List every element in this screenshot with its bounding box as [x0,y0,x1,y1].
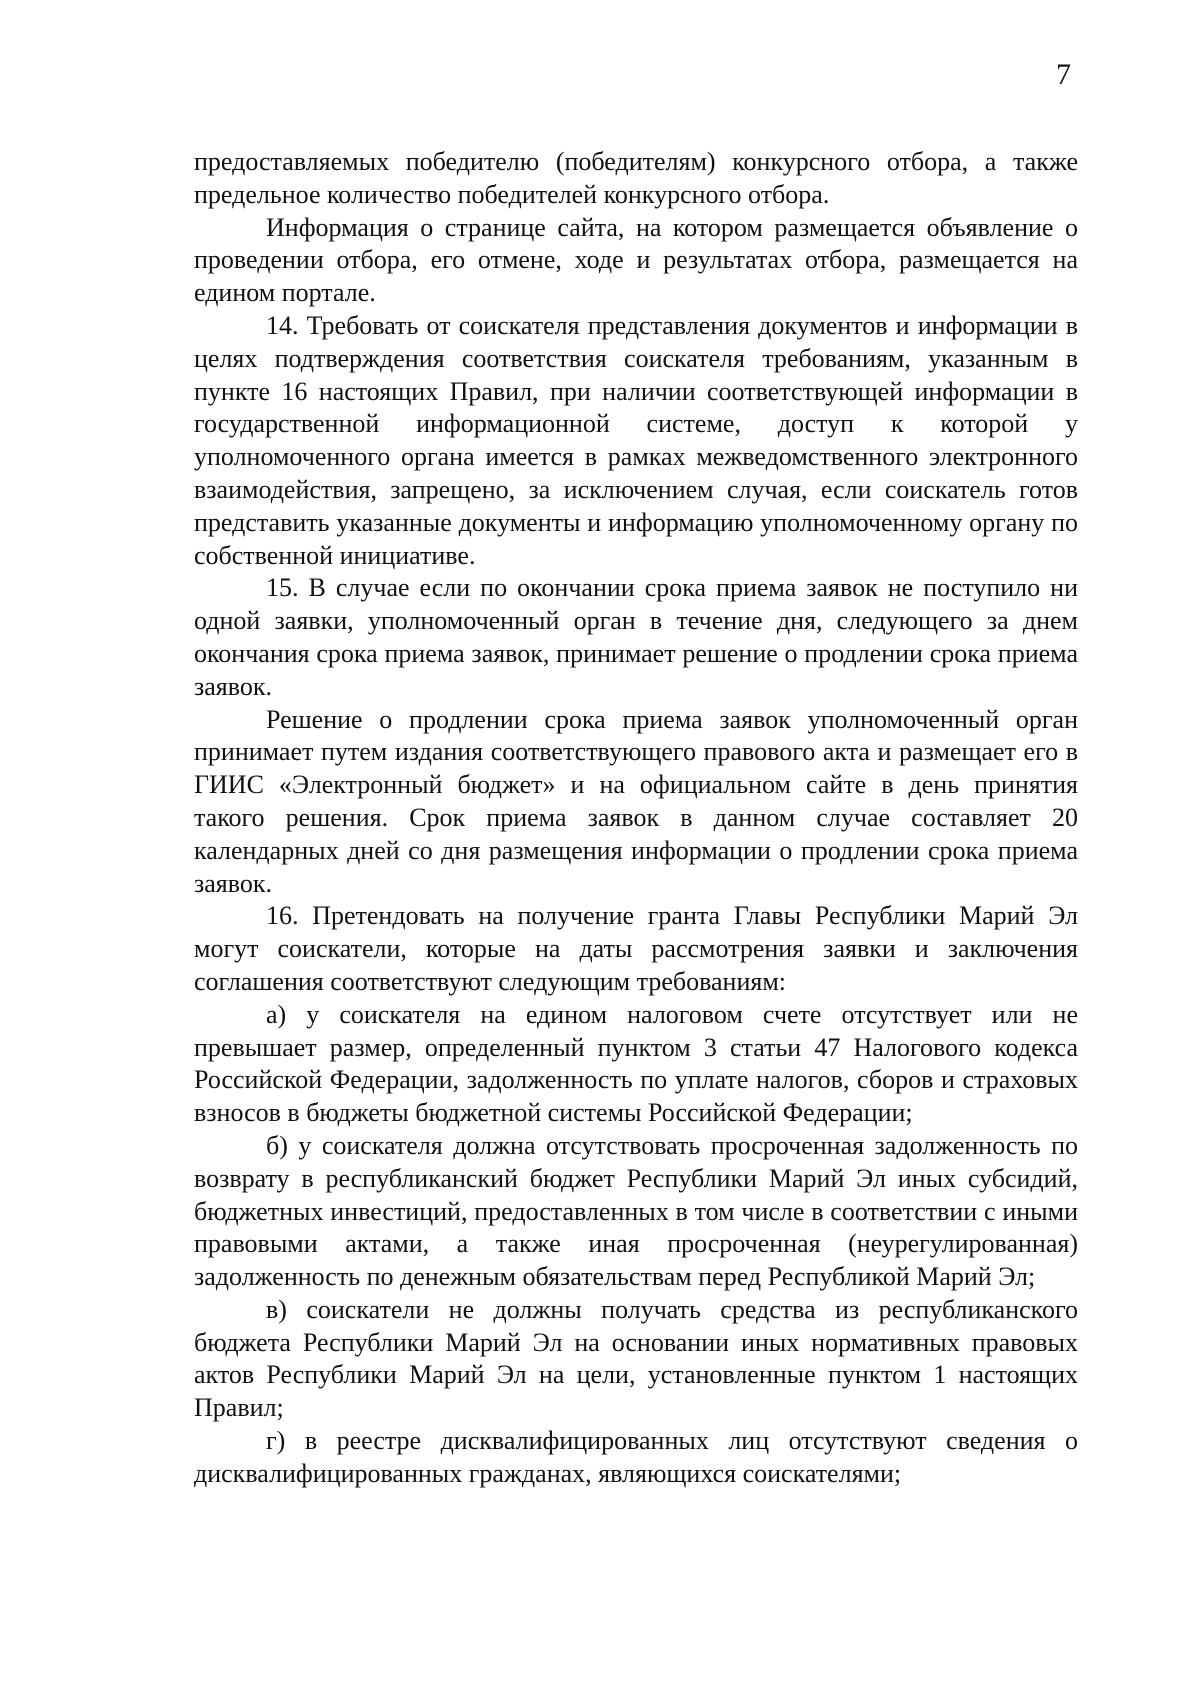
paragraph-subitem-a: а) у соискателя на едином налоговом счете отсутствует или не превышает размер, определенный пунктом 3 статьи 47 Налогового кодекса Российской Федерации, задолженность по уплате налогов, сборов и страховых взносов в бюджеты бюджетной системы Российской Федерации; [194,999,1078,1128]
paragraph-subitem-v: в) соискатели не должны получать средства из республиканского бюджета Республики Марий Эл на основании иных нормативных правовых актов Республики Марий Эл на цели, установленные пунктом 1 настоящих Правил; [194,1294,1078,1423]
paragraph-continuation: предоставляемых победителю (победителям) конкурсного отбора, а также предельное количество победителей конкурсного отбора. [194,147,1078,209]
paragraph-subitem-b: б) у соискателя должна отсутствовать просроченная задолженность по возврату в республиканский бюджет Республики Марий Эл иных субсидий, бюджетных инвестиций, предоставленных в том числе в соответствии с иными правовыми актами, а также иная просроченная (неурегулированная) задолженность по денежным обязательствам перед Республикой Марий Эл; [194,1130,1078,1292]
paragraph-portal-info: Информация о странице сайта, на котором размещается объявление о проведении отбора, его отмене, ходе и результатах отбора, размещается на едином портале. [194,212,1078,308]
paragraph-item-14: 14. Требовать от соискателя представления документов и информации в целях подтверждения соответствия соискателя требованиям, указанным в пункте 16 настоящих Правил, при наличии соответствующей информации в государственной информационной системе, доступ к которой у уполномоченного органа имеется в рамках межведомственного электронного взаимодействия, запрещено, за исключением случая, если соискатель готов представить указанные документы и информацию уполномоченному органу по собственной инициативе. [194,310,1078,570]
page-number: 7 [1056,58,1071,91]
paragraph-item-16: 16. Претендовать на получение гранта Главы Республики Марий Эл могут соискатели, которые на даты рассмотрения заявки и заключения соглашения соответствуют следующим требованиям: [194,901,1078,996]
paragraph-item-15: 15. В случае если по окончании срока приема заявок не поступило ни одной заявки, уполномоченный орган в течение дня, следующего за днем окончания срока приема заявок, принимает решение о продлении срока приема заявок. [194,573,1078,701]
paragraph-extension-decision: Решение о продлении срока приема заявок уполномоченный орган принимает путем издания соответствующего правового акта и размещает его в ГИИС «Электронный бюджет» и на официальном сайте в день принятия такого решения. Срок приема заявок в данном случае составляет 20 календарных дней со дня размещения информации о продлении срока приема заявок. [194,704,1078,898]
paragraph-subitem-g: г) в реестре дисквалифицированных лиц отсутствуют сведения о дисквалифицированных гражданах, являющихся соискателями; [194,1426,1078,1488]
document-body [194,146,1078,1491]
